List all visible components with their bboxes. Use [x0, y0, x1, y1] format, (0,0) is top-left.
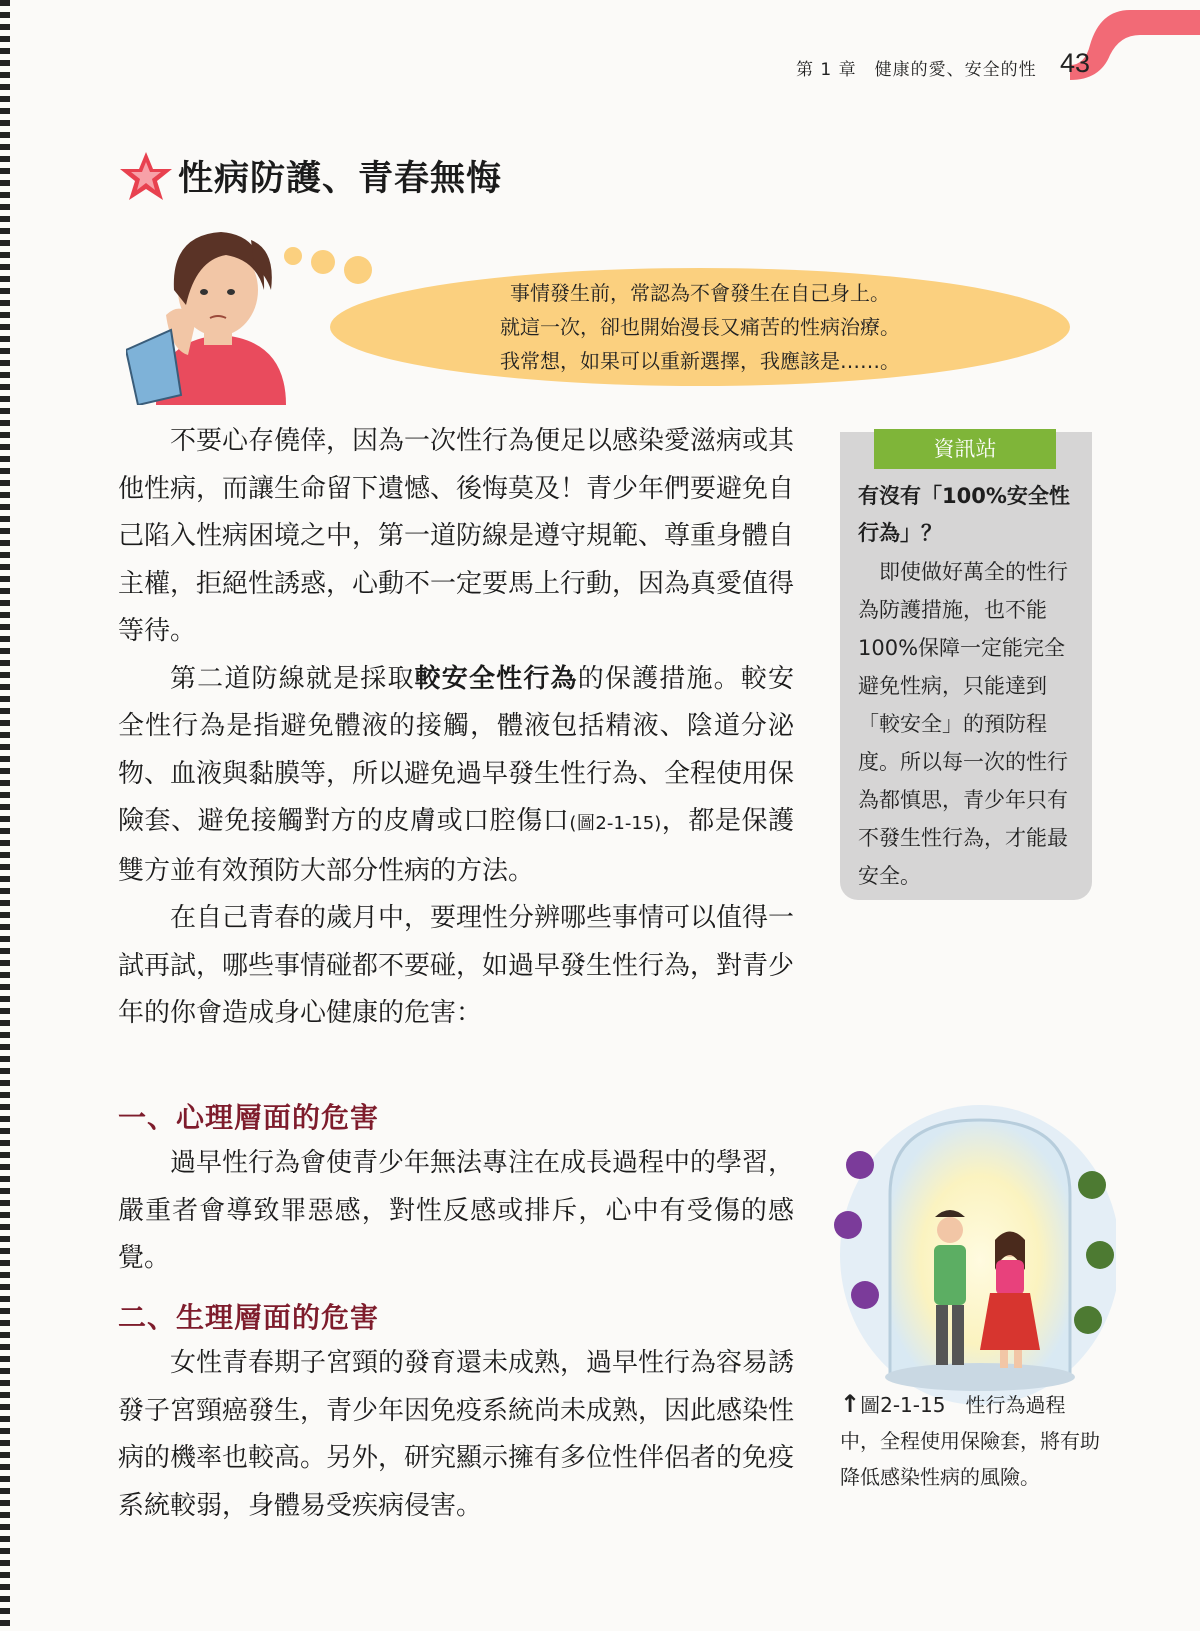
- physiological-text-block: [118, 1340, 794, 1530]
- protection-dome-illustration: [830, 1105, 1116, 1415]
- up-arrow-icon: ↑: [840, 1390, 861, 1418]
- star-icon: [118, 150, 174, 202]
- thought-bubble: [330, 268, 1070, 386]
- psychological-text: 過早性行為會使青少年無法專注在成長過程中的學習，嚴重者會導致罪惡感，對性反感或排斥，心中有受傷的感覺。: [118, 1148, 795, 1273]
- highlight-term: 較安全性行為: [414, 663, 578, 694]
- chapter-heading: 第 1 章 健康的愛、安全的性: [796, 60, 1037, 80]
- figure-reference: (圖2-1-15): [569, 813, 662, 834]
- info-box-tag: 資訊站: [874, 429, 1056, 469]
- section-title: [118, 150, 502, 202]
- bubble-line: 就這一次，卻也開始漫長又痛苦的性病治療。: [500, 315, 900, 339]
- bubble-line: 事情發生前，常認為不會發生在自己身上。: [510, 281, 890, 305]
- paragraph-1: 不要心存僥倖，因為一次性行為便足以感染愛滋病或其他性病，而讓生命留下遺憾、後悔莫及！青少年們要避免自己陷入性病困境之中，第一道防線是遵守規範、尊重身體自主權，拒絕性誘惑，心動不一定要馬上行動，因為真愛值得等待。: [118, 426, 795, 646]
- subheading-physiological: 二、生理層面的危害: [118, 1301, 380, 1334]
- figure-caption-text: 圖2-1-15 性行為過程中，全程使用保險套，將有助降低感染性病的風險。: [840, 1393, 1100, 1489]
- info-box-body: 即使做好萬全的性行為防護措施，也不能100%保障一定能完全避免性病，只能達到「較安全」的預防程度。所以每一次的性行為都慎思，青少年只有不發生性行為，才能最安全。: [858, 560, 1068, 888]
- section-title-text: 性病防護、青春無悔: [178, 159, 503, 199]
- info-box-title: 有沒有「100%安全性行為」？: [858, 484, 1070, 545]
- paragraph-3: 在自己青春的歲月中，要理性分辨哪些事情可以值得一試再試，哪些事情碰都不要碰，如過早發生性行為，對青少年的你會造成身心健康的危害：: [118, 903, 795, 1028]
- thought-dots: [283, 246, 393, 286]
- bubble-line: 我常想，如果可以重新選擇，我應該是……。: [500, 349, 900, 373]
- subheading-psychological: 一、心理層面的危害: [118, 1101, 380, 1134]
- physiological-text: 女性青春期子宮頸的發育還未成熟，過早性行為容易誘發子宮頸癌發生，青少年因免疫系統尚未成熟，因此感染性病的機率也較高。另外，研究顯示擁有多位性伴侶者的免疫系統較弱，身體易受疾病侵害。: [118, 1348, 795, 1521]
- main-text: [118, 418, 794, 1038]
- figure-caption: [840, 1386, 1100, 1495]
- paragraph-2: 第二道防線就是採取較安全性行為的保護措施。較安全性行為是指避免體液的接觸，體液包括精液、陰道分泌物、血液與黏膜等，所以避免過早發生性行為、全程使用保險套、避免接觸對方的皮膚或口腔傷口(圖2-1-15)，都是保護雙方並有效預防大部分性病的方法。: [118, 663, 795, 886]
- page-binding-edge: [0, 0, 10, 1631]
- page-number: 43: [1060, 48, 1091, 78]
- psychological-text-block: [118, 1140, 794, 1283]
